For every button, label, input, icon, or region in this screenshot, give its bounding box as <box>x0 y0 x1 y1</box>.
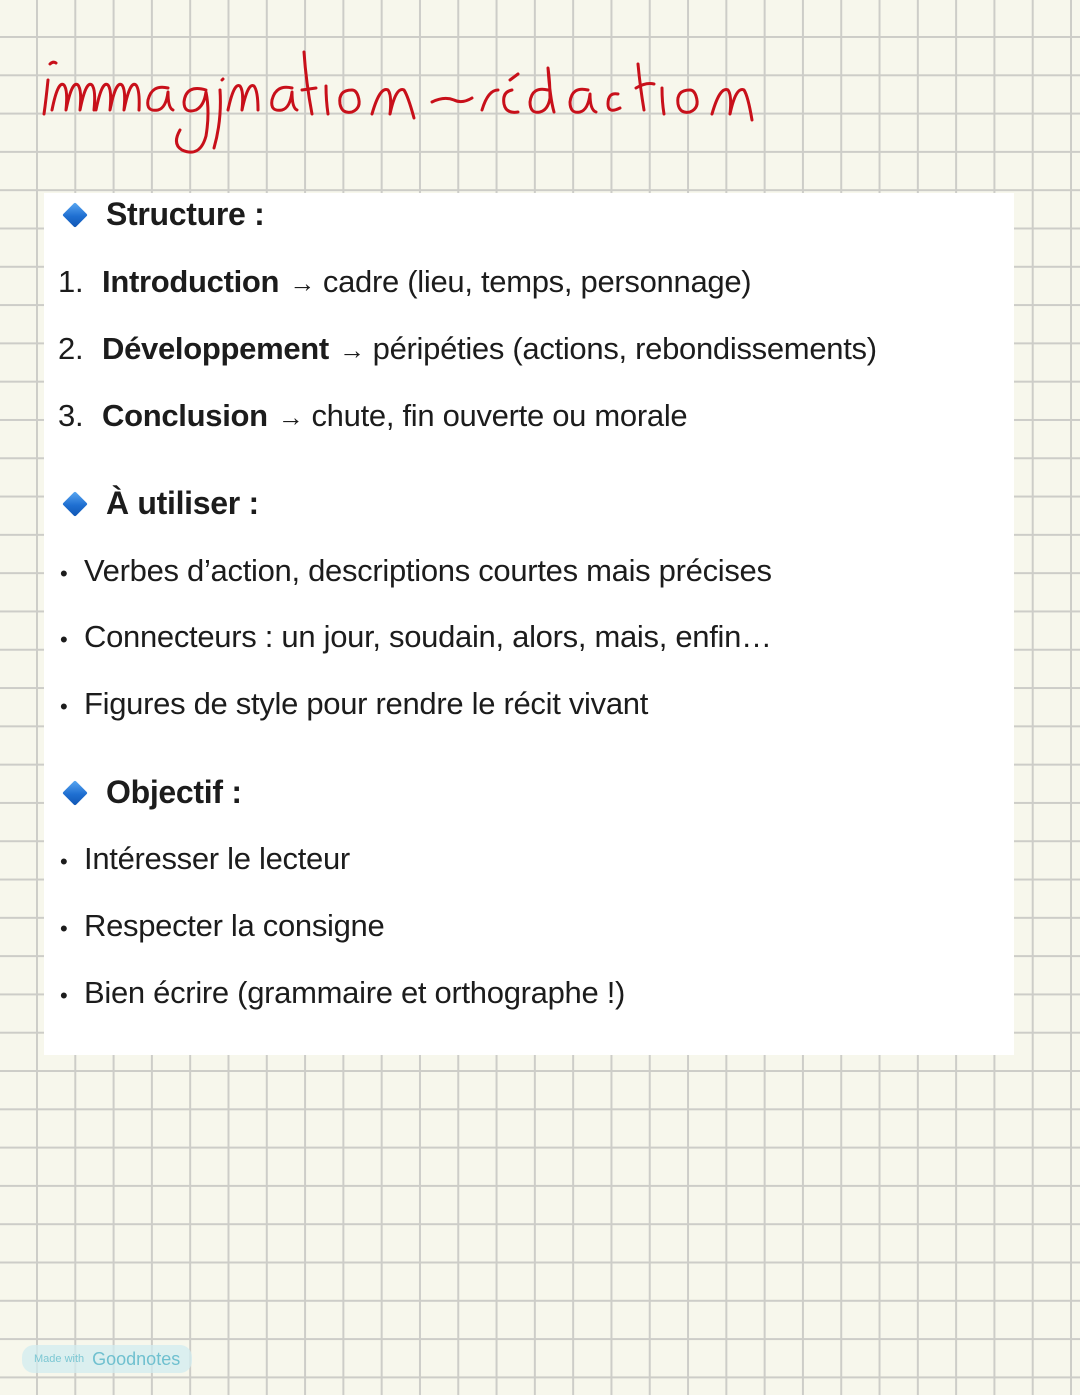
content-card <box>44 193 1014 1055</box>
item-term: Introduction <box>102 264 280 299</box>
handwriting-strokes <box>40 50 1020 160</box>
item-text: péripéties (actions, rebondissements) <box>372 331 877 366</box>
list-item <box>58 975 625 1011</box>
item-text: Intéresser le lecteur <box>84 841 350 876</box>
arrow-right-icon: → <box>338 335 365 365</box>
bullet-icon: • <box>60 561 68 586</box>
section-heading-structure <box>62 196 265 233</box>
list-item <box>58 841 350 877</box>
heading-text: Objectif : <box>106 774 242 810</box>
blue-diamond-icon <box>62 202 88 228</box>
bullet-icon: • <box>60 849 68 874</box>
list-item <box>58 686 648 722</box>
heading-text: Structure : <box>106 196 265 232</box>
item-marker: 1. <box>58 264 84 299</box>
list-item <box>58 553 772 589</box>
item-term: Développement <box>102 331 329 366</box>
bullet-icon: • <box>60 694 68 719</box>
bullet-icon: • <box>60 983 68 1008</box>
item-text: cadre (lieu, temps, personnage) <box>322 264 752 299</box>
item-text: chute, fin ouverte ou morale <box>311 398 688 433</box>
section-heading-a-utiliser <box>62 485 259 522</box>
arrow-right-icon: → <box>277 402 304 432</box>
list-item <box>58 398 687 434</box>
list-item <box>58 908 384 944</box>
blue-diamond-icon <box>62 780 88 806</box>
list-item <box>58 264 751 300</box>
list-item <box>58 619 772 655</box>
item-text: Verbes d’action, descriptions courtes mais précises <box>84 553 772 588</box>
blue-diamond-icon <box>62 491 88 517</box>
item-text: Respecter la consigne <box>84 908 385 943</box>
bullet-icon: • <box>60 627 68 652</box>
goodnotes-watermark <box>22 1345 192 1373</box>
bullet-icon: • <box>60 916 68 941</box>
heading-text: À utiliser : <box>106 485 259 521</box>
item-text: Figures de style pour rendre le récit vivant <box>84 686 649 721</box>
arrow-right-icon: → <box>289 268 315 298</box>
watermark-prefix: Made with <box>34 1353 85 1365</box>
item-text: Bien écrire (grammaire et orthographe !) <box>84 975 626 1010</box>
handwritten-title <box>40 50 1020 160</box>
item-text: Connecteurs : un jour, soudain, alors, mais, enfin… <box>84 619 772 654</box>
item-marker: 3. <box>58 398 84 433</box>
section-heading-objectif <box>62 774 242 811</box>
item-marker: 2. <box>58 331 84 366</box>
item-term: Conclusion <box>102 398 268 433</box>
list-item <box>58 331 877 367</box>
watermark-brand: Goodnotes <box>92 1348 181 1369</box>
